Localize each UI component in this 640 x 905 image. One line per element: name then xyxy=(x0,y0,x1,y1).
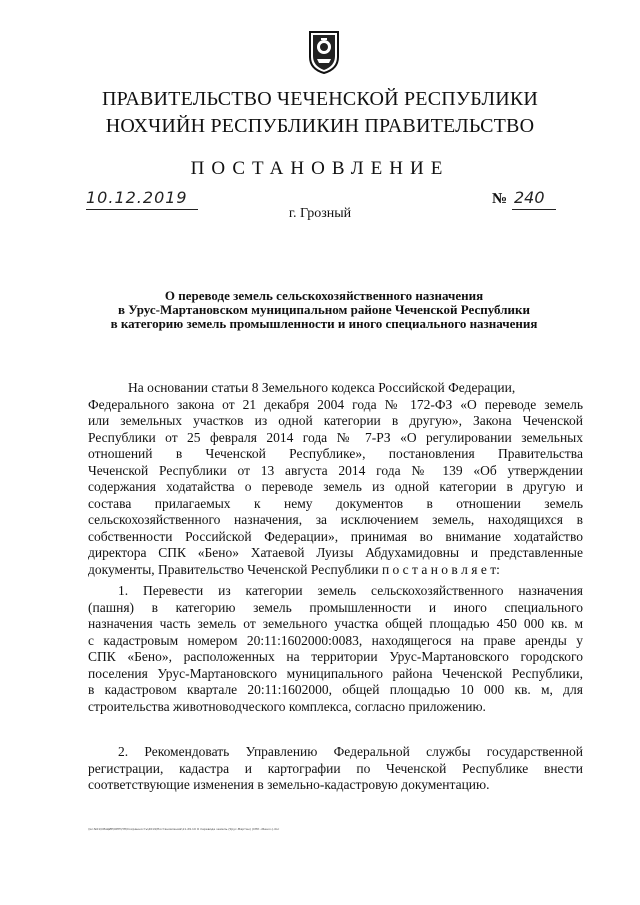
paragraph-line: Чеченской Республики от 13 августа 2014 года № 139 «Об утверждении xyxy=(88,462,583,478)
file-path-footer xyxy=(88,827,278,831)
paragraph-line: поселения Урус-Мартановского муниципального района Чеченской Республики, xyxy=(88,665,583,681)
paragraph-line: содержания ходатайства о переводе земель из одной категории в другую и xyxy=(88,479,583,494)
paragraph-line: Федерального закона от 21 декабря 2004 года № 172-ФЗ «О переводе земель xyxy=(88,396,583,412)
paragraph-line: состава прилагаемых к нему документов в отношении земель xyxy=(88,495,583,511)
paragraph-line: 2. Рекомендовать Управлению Федеральной службы государственной xyxy=(118,744,583,759)
government-name-ru: ПРАВИТЕЛЬСТВО ЧЕЧЕНСКОЙ РЕСПУБЛИКИ xyxy=(101,88,539,110)
paragraph-line: или земельных участков из одной категории в другую», Закона Чеченской xyxy=(88,413,583,428)
subject-line: О переводе земель сельскохозяйственного назначения xyxy=(164,288,484,303)
paragraph-line: (пашня) в категорию земель промышленности и иного специального xyxy=(88,599,583,615)
paragraph-line: На основании статьи 8 Земельного кодекса Российской Федерации, xyxy=(128,380,516,395)
clause-2-paragraph xyxy=(88,744,583,794)
document-number: 240 xyxy=(514,188,545,207)
clause-1-paragraph xyxy=(88,583,583,715)
city-name: г. Грозный xyxy=(288,206,352,221)
file-path-text: \\sr-fs01\ОБЩИЕ\ОРП\ПП\Сохранность\2019\Постановления\11-29.10 О переводе земель (Урус-Мартан) (СПК «Бено»).doc xyxy=(88,827,280,831)
document-subject xyxy=(60,289,588,331)
paragraph-line: регистрации, кадастра и картографии по Чеченской Республике внести xyxy=(88,760,583,776)
paragraph-line: СПК «Бено», расположенных на территории Урус-Мартановского городского xyxy=(88,649,583,664)
document-date: 10.12.2019 xyxy=(86,188,188,207)
paragraph-line: отношений в Чеченской Республике», постановления Правительства xyxy=(88,446,583,461)
chechen-republic-emblem-icon xyxy=(307,29,341,75)
subject-line: в Урус-Мартановском муниципальном районе Чеченской Республики xyxy=(118,302,530,317)
paragraph-line: с кадастровым номером 20:11:1602000:0083, находящегося на праве аренды у xyxy=(88,632,583,648)
paragraph-line: Республики от 25 февраля 2014 года № 7-РЗ «О регулировании земельных xyxy=(88,429,583,445)
paragraph-line: строительства животноводческого комплекса, согласно приложению. xyxy=(88,698,486,714)
government-name-ce: НОХЧИЙН РЕСПУБЛИКИН ПРАВИТЕЛЬСТВО xyxy=(105,115,535,137)
number-sign: № xyxy=(492,191,508,207)
paragraph-line: назначения часть земель от земельного участка общей площадью 450 000 кв. м xyxy=(88,616,583,631)
paragraph-line: сельскохозяйственного назначения, за исключением земель, находящихся в xyxy=(88,512,583,527)
paragraph-line: директора СПК «Бено» Хатаевой Луизы Абдухамидовны и представленные xyxy=(88,545,583,560)
subject-line: в категорию земель промышленности и иного специального назначения xyxy=(110,316,538,331)
paragraph-line: 1. Перевести из категории земель сельскохозяйственного назначения xyxy=(118,583,583,598)
paragraph-line: собственности Российской Федерации», принимая во внимание ходатайство xyxy=(88,528,583,544)
paragraph-line: в кадастровом квартале 20:11:1602000, общей площадью 10 000 кв. м, для xyxy=(88,682,583,697)
paragraph-line: документы, Правительство Чеченской Республики п о с т а н о в л я е т: xyxy=(88,561,500,577)
document-type-title: ПОСТАНОВЛЕНИЕ xyxy=(190,158,450,179)
paragraph-line: соответствующие изменения в земельно-кадастровую документацию. xyxy=(88,777,490,792)
preamble-paragraph xyxy=(88,380,583,578)
